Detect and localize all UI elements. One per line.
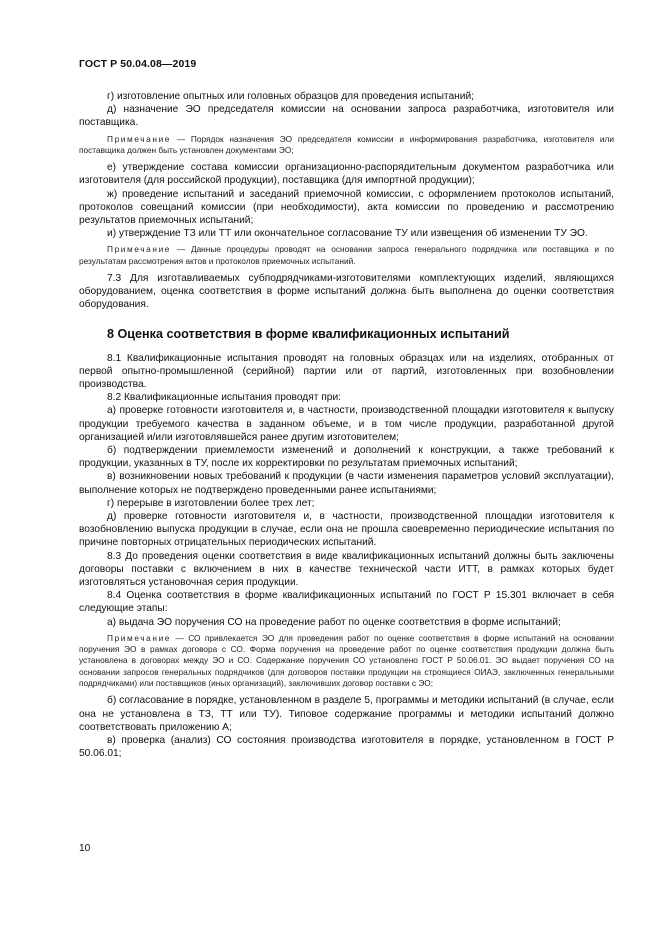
section-8-title: 8 Оценка соответствия в форме квалификационных испытаний bbox=[107, 326, 510, 341]
item-8-2-a: а) проверке готовности изготовителя и, в частности, производственной площадки изготовителя к выпуску продукции требуемого качества в заданном объеме, и в том числе продукции, разработанной другой организацией и/или изготовлявшейся ранее другим изготовителем; bbox=[79, 405, 614, 443]
note-3-text: — СО привлекается ЭО для проведения работ по оценке соответствия в форме испытаний на основании поручения ЭО в рамках договора с СО. Форма поручения на проведение работ по оценке соответствия продукции должна быть установлена в договорах между ЭО и СО. Содержание поручения СО установлено ГОСТ Р 50.06.01. ЭО выдает поручения СО на основании запросов генеральных подрядчиков (для договоров поставки продукции на строящиеся ОИАЭ, заключенных генеральными подрядчиками) или поставщиков (иных организаций), заключивших договор поставки с ЭО; bbox=[79, 632, 614, 689]
item-8-2-v: в) возникновении новых требований к продукции (в части изменения параметров условий эксплуатации), выполнение которых не подтверждено проведенными ранее испытаниями; bbox=[79, 471, 614, 496]
clause-8-4: 8.4 Оценка соответствия в форме квалификационных испытаний по ГОСТ Р 15.301 включает в себя следующие этапы: bbox=[79, 590, 614, 615]
clause-7-3: 7.3 Для изготавливаемых субподрядчиками-изготовителями комплектующих изделий, являющихся оборудованием, оценка соответствия в форме испытаний должна быть выполнена до оценки соответствия оборудования. bbox=[79, 273, 614, 311]
clause-8-3: 8.3 До проведения оценки соответствия в виде квалификационных испытаний должны быть заключены договоры поставки с включением в них в качестве технической части ИТТ, в рамках которых будет изготовляться установочная серия продукции. bbox=[79, 550, 614, 589]
item-8-4-v: в) проверка (анализ) СО состояния производства изготовителя в порядке, установленном в ГОСТ Р 50.06.01; bbox=[79, 734, 614, 760]
note-2-tag: Примечание bbox=[107, 244, 172, 255]
note-1 bbox=[79, 134, 614, 157]
item-d-appointment: д) назначение ЭО председателя комиссии на основании запроса разработчика, изготовителя или поставщика. bbox=[79, 104, 614, 129]
item-8-2-g: г) перерыве в изготовлении более трех лет; bbox=[107, 497, 315, 509]
item-8-2-d: д) проверке готовности изготовителя и, в частности, производственной площадки изготовителя к возобновлению выпуска продукции в случае, если она не прошла своевременно периодические испытания по причине повторных отрицательных периодических испытаний. bbox=[79, 511, 614, 549]
item-zh-tests: ж) проведение испытаний и заседаний приемочной комиссии, с оформлением протоколов испытаний, протоколов совещаний комиссии (при необходимости), акта комиссии по проведению и рассмотрению результатов приемочных испытаний; bbox=[79, 188, 614, 227]
note-2-text: — Данные процедуры проводят на основании запроса генерального подрядчика или поставщика и по результатам рассмотрения актов и протоколов приемочных испытаний. bbox=[79, 244, 614, 266]
item-g-prototypes: г) изготовление опытных или головных образцов для проведения испытаний; bbox=[107, 91, 474, 102]
item-e-commission: е) утверждение состава комиссии организационно-распорядительным документом разработчика или изготовителя (для российской продукции), поставщика (для импортной продукции); bbox=[79, 162, 614, 187]
document-body bbox=[79, 90, 614, 760]
clause-8-1: 8.1 Квалификационные испытания проводят на головных образцах или на изделиях, отобранных от первой опытно-промышленной (серийной) партии или от партий, изготовленных при возобновлении производства. bbox=[79, 352, 614, 391]
item-8-4-a: а) выдача ЭО поручения СО на проведение работ по оценке соответствия в форме испытаний; bbox=[107, 616, 561, 628]
note-1-tag: Примечание bbox=[107, 133, 172, 144]
note-3-tag: Примечание bbox=[107, 632, 172, 643]
note-3 bbox=[79, 633, 614, 689]
clause-8-2: 8.2 Квалификационные испытания проводят при: bbox=[107, 392, 341, 404]
note-1-text: — Порядок назначения ЭО председателя комиссии и информирования разработчика, изготовителя или поставщика должен быть установлен документами ЭО; bbox=[79, 133, 614, 155]
item-i-approval: и) утверждение ТЗ или ТТ или окончательное согласование ТУ или извещения об изменении ТУ ЭО. bbox=[107, 228, 588, 240]
item-8-4-b: б) согласование в порядке, установленном в разделе 5, программы и методики испытаний (в случае, если она не установлена в ТЗ, ТТ или ТУ). Типовое содержание программы и методики испытаний должно соответствовать приложению А; bbox=[79, 695, 614, 733]
note-2 bbox=[79, 244, 614, 267]
item-8-2-b: б) подтверждении приемлемости изменений и дополнений к конструкции, а также требований к продукции, указанных в ТУ, после их корректировки по результатам приемочных испытаний; bbox=[79, 445, 614, 470]
page-number: 10 bbox=[79, 843, 91, 854]
document-header: ГОСТ Р 50.04.08—2019 bbox=[79, 58, 197, 70]
